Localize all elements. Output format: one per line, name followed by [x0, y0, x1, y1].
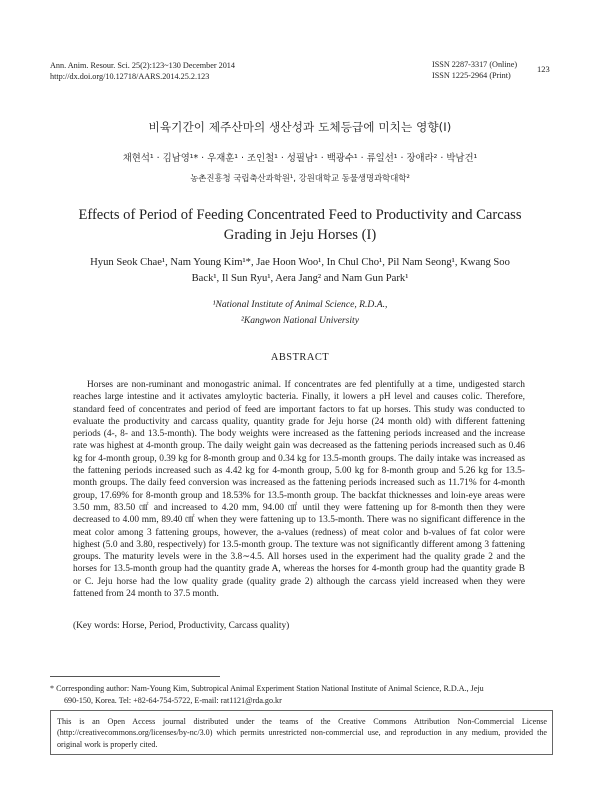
english-authors	[52, 255, 548, 287]
english-title	[40, 205, 560, 245]
abstract-body: Horses are non-ruminant and monogastric animal. If concentrates are fed plentifully at a time, undigested starch reaches large intestine and it activates amyloytic bacteria. Finally, it lowers a pH level and causes colic. Therefore, standard feed of concentrates and period of feed are important factors to fat up horses. This study was conducted to evaluate the productivity and carcass quality, quantity grade for Jeju horse (24 month old) with different fattening periods (4-, 8- and 13.5-month). The body weights were increased as the fattening periods increased and the increase rate was highest at 4-month group. The daily weight gain was decreased as the fattening periods increased such as 0.46 kg for 4-month group, 0.39 kg for 8-month group and 0.34 kg for 13.5-month groups. The daily intake was increased as the fattening periods increased such as 4.42 kg for 4-month group, 5.00 kg for 8-month group and 5.26 kg for 13.5-month groups. The daily feed conversion was increased as the fattening periods increased such as 11.71% for 4-month group, 17.69% for 8-month group and 18.53% for 13.5-month group. The backfat thicknesses and loin-eye areas were 3.50 mm, 83.50 ㎠ and increased to 4.20 mm, 94.00 ㎠ until they were fattening up for 8-month then they were decreased to 4.00 mm, 89.40 ㎠ when they were fattening up to 13.5-month. There was no significant difference in the meat color among 3 fattening groups, however, the a-values (redness) of meat color and b-values of fat color were highest (5.0 and 3.80, respectively) for 13.5-month group. The texture was not significantly different among 3 fattening groups. The maturity levels were in the 3.8∼4.5. All horses used in the experiment had the quality grade 2 and the horses for 13.5-month group had the quantity grade A, whereas the horses for 4-month group had the quantity grade B or C. Jeju horse had the low quality grade (quality grade 2) although the carcass yield increased when they were fattened from 24 month to 37.5 month.	[73, 380, 525, 600]
keywords: (Key words: Horse, Period, Productivity, Carcass quality)	[73, 621, 290, 631]
issn-block	[432, 59, 517, 81]
korean-authors: 채현석¹ · 김남영¹* · 우재훈¹ · 조인철¹ · 성필남¹ · 백광수¹ · 류일선¹ · 장애라² · 박남건¹	[122, 153, 478, 164]
journal-header	[50, 60, 235, 82]
english-title-line-2: Grading in Jeju Horses (I)	[223, 227, 377, 243]
footnote-divider	[50, 676, 220, 677]
korean-affiliation: 농촌진흥청 국립축산과학원¹, 강원대학교 동물생명과학대학²	[190, 173, 410, 183]
english-authors-line-2: Back¹, Il Sun Ryu¹, Aera Jang² and Nam Gun Park¹	[191, 273, 409, 284]
english-affiliation	[0, 297, 600, 329]
english-authors-line-1: Hyun Seok Chae¹, Nam Young Kim¹*, Jae Hoon Woo¹, In Chul Cho¹, Pil Nam Seong¹, Kwang Soo	[90, 257, 510, 268]
issn-print: ISSN 1225-2964 (Print)	[432, 71, 511, 80]
abstract-heading: ABSTRACT	[270, 352, 330, 363]
footnote-line-2: 690-150, Korea. Tel: +82-64-754-5722, E-mail: rat1121@rda.go.kr	[64, 695, 282, 705]
doi-link[interactable]: http://dx.doi.org/10.12718/AARS.2014.25.2.123	[50, 72, 210, 81]
license-box: This is an Open Access journal distributed under the teams of the Creative Commons Attribution Non-Commercial License (http://creativecommons.org/licenses/by-nc/3.0) which permits unrestricted non-commercial use, and reproduction in any medium, provided the original work is properly cited.	[50, 710, 553, 755]
issn-online: ISSN 2287-3317 (Online)	[432, 60, 518, 69]
corresponding-author-footnote	[50, 683, 550, 706]
affiliation-1: ¹National Institute of Animal Science, R.D.A.,	[212, 299, 388, 310]
english-title-line-1: Effects of Period of Feeding Concentrated Feed to Productivity and Carcass	[78, 207, 522, 223]
korean-title: 비육기간이 제주산마의 생산성과 도체등급에 미치는 영향(I)	[148, 120, 452, 134]
footnote-line-1: * Corresponding author: Nam-Young Kim, Subtropical Animal Experiment Station National Institute of Animal Science, R.D.A., Jeju	[50, 684, 484, 693]
journal-citation: Ann. Anim. Resour. Sci. 25(2):123~130 December 2014	[50, 61, 235, 70]
page-number: 123	[537, 64, 550, 74]
affiliation-2: ²Kangwon National University	[240, 315, 359, 326]
